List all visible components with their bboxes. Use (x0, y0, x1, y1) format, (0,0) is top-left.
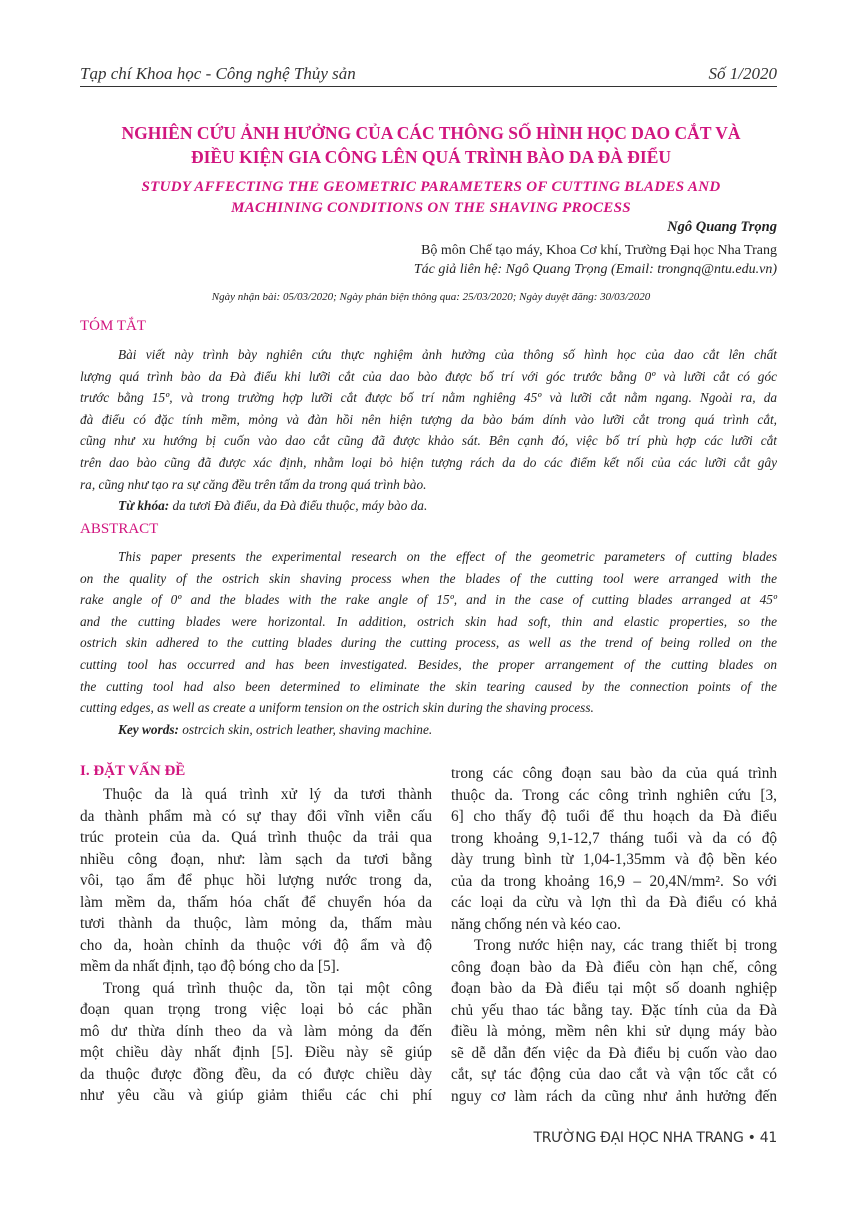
paragraph-line: đoạn bào da Đà điểu tại một số doanh nghiệp (451, 980, 777, 997)
paragraph-line: trong các công đoạn sau bào da của quá trình (451, 765, 777, 782)
dates: Ngày nhận bài: 05/03/2020; Ngày phản biện thông qua: 25/03/2020; Ngày duyệt đăng: 30/03/2020 (211, 291, 651, 303)
paragraph-line: trên dao bào cũng đã được xác định, nhằm loại bỏ hiện tượng rách da do các điểm kết nối của các lưỡi cắt gây (80, 454, 777, 470)
keywords (80, 719, 777, 741)
keywords-label: Key words: (118, 721, 179, 737)
paragraph-line: trước bằng 15º, và trong trường hợp lưỡi cắt được bố trí nằm nghiêng 45º và lưỡi cắt nằm ngang. Ngoài ra, da (80, 390, 777, 406)
title-english (60, 177, 802, 218)
paragraph-line: cutting edges, as well as create a uniform tension on the ostrich skin during the shaving process. (80, 700, 594, 716)
paragraph-line: nhiều công đoạn, như: làm sạch da tươi bằng (80, 850, 432, 868)
keywords-label: Từ khóa: (118, 498, 170, 514)
paragraph-line: the cutting tool had also been determined to eliminate the skin tearing caused by the connection points of the (80, 678, 777, 694)
paragraph-line: This paper presents the experimental research on the effect of the geometric parameters of cutting blades (118, 549, 777, 564)
keywords-text: ostrcich skin, ostrich leather, shaving machine. (178, 721, 433, 737)
footer-bullet: • (747, 1130, 756, 1146)
title-vietnamese (60, 121, 802, 169)
paragraph-line: ra, cũng như tạo ra sự căng đều trên tấm da trong quá trình bào. (80, 476, 427, 492)
abstract-body (80, 546, 777, 740)
right-column (451, 763, 777, 1107)
paragraph-line: Thuộc da là quá trình xử lý da tươi thành (103, 786, 432, 803)
page-footer (533, 1130, 777, 1146)
paragraph-line: điều là mỏng, mềm nên khi sử dụng máy bào (451, 1023, 777, 1040)
author-name: Ngô Quang Trọng (667, 219, 777, 235)
issue-number: Số 1/2020 (708, 64, 777, 83)
title-en-line: MACHINING CONDITIONS ON THE SHAVING PROCESS (231, 199, 631, 216)
paragraph-line: da thành phẩm mà có sự thay đổi vĩnh viễn cấu (80, 807, 432, 825)
tomtat-heading: TÓM TẮT (80, 318, 146, 334)
paragraph-line: các loại da cừu và lợn thì da Đà điểu có khả (451, 894, 777, 911)
page-number: 41 (759, 1130, 777, 1146)
paragraph-line: một chiều dày nhất định [5]. Điều này sẽ giúp (80, 1044, 432, 1061)
paragraph-line: cũng như xu hướng bị cuốn vào dao cắt cũng đã được khảo sát. Bên cạnh đó, việc bố trí phù hợp các lưỡi cắt (80, 433, 777, 449)
paragraph-line: 6] cho thấy độ tuổi để thu hoạch da Đà điểu (451, 808, 777, 825)
paragraph-line: cho da, hoàn chỉnh da thuộc với độ ẩm và độ (80, 936, 432, 954)
paragraph-line: tươi thành da thuộc, làm mỏng da, thấm màu (80, 915, 432, 932)
paragraph-line: on the quality of the ostrich skin shaving process when the blades of the cutting tool were arranged with the (80, 570, 777, 586)
paragraph-line: nguy cơ làm rách da cũng như ảnh hưởng đến (451, 1087, 777, 1105)
paragraph-line: trong khoảng 9,1-12,7 tháng tuổi và da có độ (451, 829, 777, 847)
paragraph-line: cắt, sự tác động của dao cắt và vận tốc cắt có (451, 1066, 777, 1083)
paragraph-line: như yêu cầu và giúp giảm thiểu các chi phí (80, 1087, 432, 1104)
title-en-line: STUDY AFFECTING THE GEOMETRIC PARAMETERS OF CUTTING BLADES AND (141, 179, 721, 195)
tomtat-body (80, 344, 777, 517)
abstract-heading: ABSTRACT (80, 521, 159, 537)
paragraph-line: thuộc da. Trong các công trình nghiên cứu [3, (451, 786, 777, 804)
paragraph-line: dày trung bình từ 1,04-1,35mm và độ bền kéo (451, 851, 777, 868)
paragraph-line: trúc protein của da. Quá trình thuộc da trải qua (80, 829, 432, 846)
paragraph-line: Trong quá trình thuộc da, tồn tại một công (103, 979, 432, 997)
paragraph-line: lượng quá trình bào da Đà điểu khi lưỡi cắt của dao bào được bố trí với góc trước bằng 0º và lưỡi cắt có góc (80, 368, 777, 384)
paragraph-line: công đoạn bào da Đà điểu còn hạn chế, công (451, 958, 777, 976)
title-vi-line: NGHIÊN CỨU ẢNH HƯỞNG CỦA CÁC THÔNG SỐ HÌNH HỌC DAO CẮT VÀ (121, 123, 741, 143)
keywords (80, 495, 777, 517)
paragraph-line: vôi, tạo ẩm để phục hồi lượng nước trong da, (80, 872, 432, 889)
paragraph-line: mô dư thừa dính theo da và làm mỏng da đến (80, 1022, 432, 1040)
paragraph-line: năng chống nén và kéo cao. (451, 915, 621, 933)
section-heading: I. ĐẶT VẤN ĐỀ (80, 763, 186, 779)
title-vi-line: ĐIỀU KIỆN GIA CÔNG LÊN QUÁ TRÌNH BÀO DA ĐÀ ĐIỂU (190, 147, 672, 167)
paragraph-line: đoạn quan trọng trong việc loại bỏ các phần (80, 1001, 432, 1018)
footer-university: TRƯỜNG ĐẠI HỌC NHA TRANG (533, 1130, 744, 1146)
left-column (80, 784, 432, 1107)
journal-name: Tạp chí Khoa học - Công nghệ Thủy sản (80, 64, 356, 83)
contact: Tác giả liên hệ: Ngô Quang Trọng (Email: trongnq@ntu.edu.vn) (413, 262, 777, 277)
paragraph-line: ostrich skin adhered to the cutting blades during the cutting process, as well as the trend of being rolled on the (80, 635, 777, 651)
paragraph-line: cutting tool has occurred and has been investigated. Besides, the proper arrangement of the cutting blades on (80, 656, 777, 672)
paragraph-line: đà điểu có đặc tính mềm, mỏng và đàn hồi nên hiện tượng da bào bám dính vào lưỡi cắt trong quá trình cắt, (80, 411, 777, 427)
keywords-text: da tươi Đà điểu, da Đà điểu thuộc, máy bào da. (169, 498, 428, 514)
paragraph-line: chủ yếu thao tác bằng tay. Đặc tính của da Đà (451, 1001, 777, 1019)
affiliation: Bộ môn Chế tạo máy, Khoa Cơ khí, Trường Đại học Nha Trang (421, 243, 777, 258)
paragraph-line: rake angle of 0º and the blades with the rake angle of 15º, and in the case of cutting blades arranged at 45º (80, 592, 777, 608)
paragraph-line: làm mềm da, thấm hóa chất để chuyển hóa da (80, 893, 432, 911)
paragraph-line: của da trong khoảng 16,9 – 20,4N/mm². So với (451, 872, 777, 890)
paragraph-line: Trong nước hiện nay, các trang thiết bị trong (474, 937, 777, 954)
paragraph-line: sẽ dễ dẫn đến việc da Đà điểu bị cuốn vào dao (451, 1044, 777, 1062)
paragraph-line: mềm da nhất định, tạo độ bóng cho da [5]. (80, 958, 340, 975)
paragraph-line: and the cutting blades were horizontal. In addition, ostrich skin had soft, thin and elastic properties, so the (80, 613, 777, 629)
paragraph-line: da thuộc được đồng đều, da có được chiều dày (80, 1065, 432, 1083)
running-header (80, 64, 777, 87)
paragraph-line: Bài viết này trình bày nghiên cứu thực nghiệm ảnh hưởng của thông số hình học của dao cắt lên chất (118, 347, 777, 362)
